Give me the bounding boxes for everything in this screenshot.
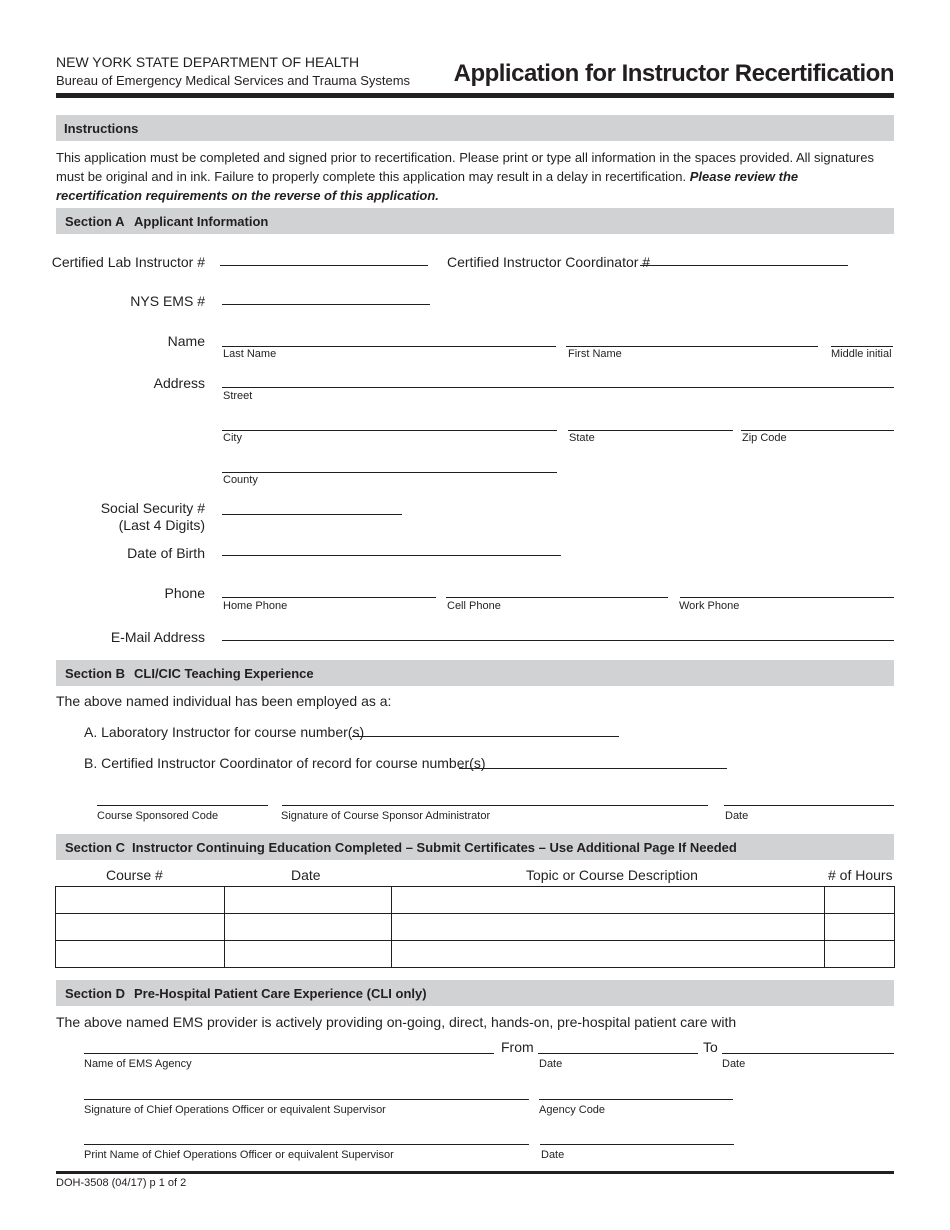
supervisor-print-name-field[interactable] bbox=[84, 1144, 529, 1145]
table-row bbox=[56, 887, 895, 914]
column-course-number: Course # bbox=[106, 867, 163, 883]
street-caption: Street bbox=[223, 390, 253, 402]
ssn-sublabel: (Last 4 Digits) bbox=[118, 517, 205, 533]
section-c-bar bbox=[56, 834, 894, 860]
last-name-caption: Last Name bbox=[223, 348, 277, 360]
ssn-field[interactable] bbox=[222, 514, 402, 515]
date-cell[interactable] bbox=[224, 887, 391, 914]
course-number-cell[interactable] bbox=[56, 914, 225, 941]
cic-number-label: Certified Instructor Coordinator # bbox=[447, 254, 651, 270]
lab-instructor-course-field[interactable] bbox=[352, 736, 619, 737]
date-cell[interactable] bbox=[224, 914, 391, 941]
instructions-text bbox=[56, 148, 896, 205]
cic-record-course-field[interactable] bbox=[459, 768, 727, 769]
ssn-label: Social Security # bbox=[100, 500, 205, 516]
sponsor-signature-caption: Signature of Course Sponsor Administrator bbox=[281, 810, 491, 822]
agency-code-field[interactable] bbox=[539, 1099, 733, 1100]
lab-instructor-label: A. Laboratory Instructor for course number(s) bbox=[84, 724, 365, 740]
supervisor-date-caption: Date bbox=[541, 1149, 565, 1161]
city-caption: City bbox=[223, 432, 242, 444]
footer-rule bbox=[56, 1171, 894, 1174]
cell-phone-caption: Cell Phone bbox=[447, 600, 501, 612]
sponsor-signature-field[interactable] bbox=[282, 805, 708, 806]
table-row bbox=[56, 941, 895, 968]
section-b-bar bbox=[56, 660, 894, 686]
section-d-code: Section D bbox=[65, 986, 125, 1001]
section-b-intro: The above named individual has been employed as a: bbox=[56, 693, 392, 709]
course-number-cell[interactable] bbox=[56, 887, 225, 914]
agency-code-caption: Agency Code bbox=[539, 1104, 606, 1116]
home-phone-field[interactable] bbox=[222, 597, 436, 598]
cli-number-field[interactable] bbox=[220, 265, 428, 266]
from-date-caption: Date bbox=[539, 1058, 563, 1070]
form-title: Application for Instructor Recertification bbox=[453, 60, 894, 87]
from-date-field[interactable] bbox=[538, 1053, 698, 1054]
section-a-title: Applicant Information bbox=[134, 214, 269, 229]
supervisor-date-field[interactable] bbox=[540, 1144, 734, 1145]
department-name: NEW YORK STATE DEPARTMENT OF HEALTH bbox=[56, 54, 360, 70]
section-b-code: Section B bbox=[65, 666, 125, 681]
work-phone-caption: Work Phone bbox=[679, 600, 740, 612]
to-date-field[interactable] bbox=[722, 1053, 894, 1054]
instructions-line2-text: must be original and in ink. Failure to properly complete this application may result in a delay in recertification. bbox=[56, 169, 687, 184]
county-caption: County bbox=[223, 474, 258, 486]
first-name-field[interactable] bbox=[566, 346, 818, 347]
to-label: To bbox=[703, 1039, 718, 1055]
nys-ems-field[interactable] bbox=[222, 304, 430, 305]
instructions-line3 bbox=[56, 186, 896, 205]
topic-cell[interactable] bbox=[391, 887, 824, 914]
zip-caption: Zip Code bbox=[742, 432, 787, 444]
supervisor-signature-caption: Signature of Chief Operations Officer or equivalent Supervisor bbox=[84, 1104, 386, 1116]
instructions-bar bbox=[56, 115, 894, 141]
cli-number-label: Certified Lab Instructor # bbox=[51, 254, 205, 270]
column-date: Date bbox=[291, 867, 321, 883]
ems-agency-name-caption: Name of EMS Agency bbox=[84, 1058, 192, 1070]
state-field[interactable] bbox=[568, 430, 733, 431]
address-label: Address bbox=[153, 375, 205, 391]
phone-label: Phone bbox=[164, 585, 205, 601]
home-phone-caption: Home Phone bbox=[223, 600, 288, 612]
course-number-cell[interactable] bbox=[56, 941, 225, 968]
instructions-emphasis: Please review the bbox=[689, 169, 799, 184]
dob-field[interactable] bbox=[222, 555, 561, 556]
hours-cell[interactable] bbox=[825, 914, 895, 941]
course-code-field[interactable] bbox=[97, 805, 268, 806]
continuing-education-table bbox=[55, 886, 895, 968]
hours-cell[interactable] bbox=[825, 887, 895, 914]
last-name-field[interactable] bbox=[222, 346, 556, 347]
supervisor-print-name-caption: Print Name of Chief Operations Officer or equivalent Supervisor bbox=[84, 1149, 394, 1161]
supervisor-signature-field[interactable] bbox=[84, 1099, 529, 1100]
instructions-emphasis-2: recertification requirements on the reverse of this application. bbox=[56, 188, 439, 203]
section-c-code: Section C bbox=[65, 840, 125, 855]
nys-ems-label: NYS EMS # bbox=[130, 293, 205, 309]
middle-initial-caption: Middle initial bbox=[831, 348, 892, 360]
course-code-caption: Course Sponsored Code bbox=[97, 810, 219, 822]
instructions-line1: This application must be completed and signed prior to recertification. Please print or type all information in the spaces provided. All signatures bbox=[56, 150, 874, 165]
zip-field[interactable] bbox=[741, 430, 894, 431]
from-label: From bbox=[501, 1039, 534, 1055]
header-rule bbox=[56, 93, 894, 98]
first-name-caption: First Name bbox=[568, 348, 622, 360]
bureau-name: Bureau of Emergency Medical Services and Trauma Systems bbox=[56, 73, 411, 88]
street-field[interactable] bbox=[222, 387, 894, 388]
sponsor-date-field[interactable] bbox=[724, 805, 894, 806]
section-d-title: Pre-Hospital Patient Care Experience (CLI only) bbox=[134, 986, 427, 1001]
instructions-line2 bbox=[56, 167, 896, 186]
dob-label: Date of Birth bbox=[127, 545, 205, 561]
section-b-title: CLI/CIC Teaching Experience bbox=[134, 666, 314, 681]
ems-agency-name-field[interactable] bbox=[84, 1053, 494, 1054]
topic-cell[interactable] bbox=[391, 941, 824, 968]
section-a-code: Section A bbox=[65, 214, 125, 229]
cic-number-field[interactable] bbox=[640, 265, 848, 266]
topic-cell[interactable] bbox=[391, 914, 824, 941]
sponsor-date-caption: Date bbox=[725, 810, 749, 822]
email-field[interactable] bbox=[222, 640, 894, 641]
date-cell[interactable] bbox=[224, 941, 391, 968]
middle-initial-field[interactable] bbox=[831, 346, 893, 347]
cell-phone-field[interactable] bbox=[446, 597, 668, 598]
county-field[interactable] bbox=[222, 472, 557, 473]
column-hours: # of Hours bbox=[828, 867, 893, 883]
column-topic: Topic or Course Description bbox=[526, 867, 698, 883]
form-id: DOH-3508 (04/17) p 1 of 2 bbox=[56, 1177, 187, 1189]
city-field[interactable] bbox=[222, 430, 557, 431]
section-a-bar bbox=[56, 208, 894, 234]
cic-record-label: B. Certified Instructor Coordinator of record for course number(s) bbox=[84, 755, 486, 771]
section-d-bar bbox=[56, 980, 894, 1006]
section-d-intro: The above named EMS provider is actively providing on-going, direct, hands-on, pre-hospital patient care with bbox=[56, 1014, 737, 1030]
hours-cell[interactable] bbox=[825, 941, 895, 968]
to-date-caption: Date bbox=[722, 1058, 746, 1070]
section-c-title: Instructor Continuing Education Completed – Submit Certificates – Use Additional Page If Needed bbox=[132, 840, 737, 855]
state-caption: State bbox=[569, 432, 595, 444]
name-label: Name bbox=[167, 333, 205, 349]
work-phone-field[interactable] bbox=[680, 597, 894, 598]
email-label: E-Mail Address bbox=[110, 629, 205, 645]
instructions-heading: Instructions bbox=[64, 121, 139, 136]
table-row bbox=[56, 914, 895, 941]
